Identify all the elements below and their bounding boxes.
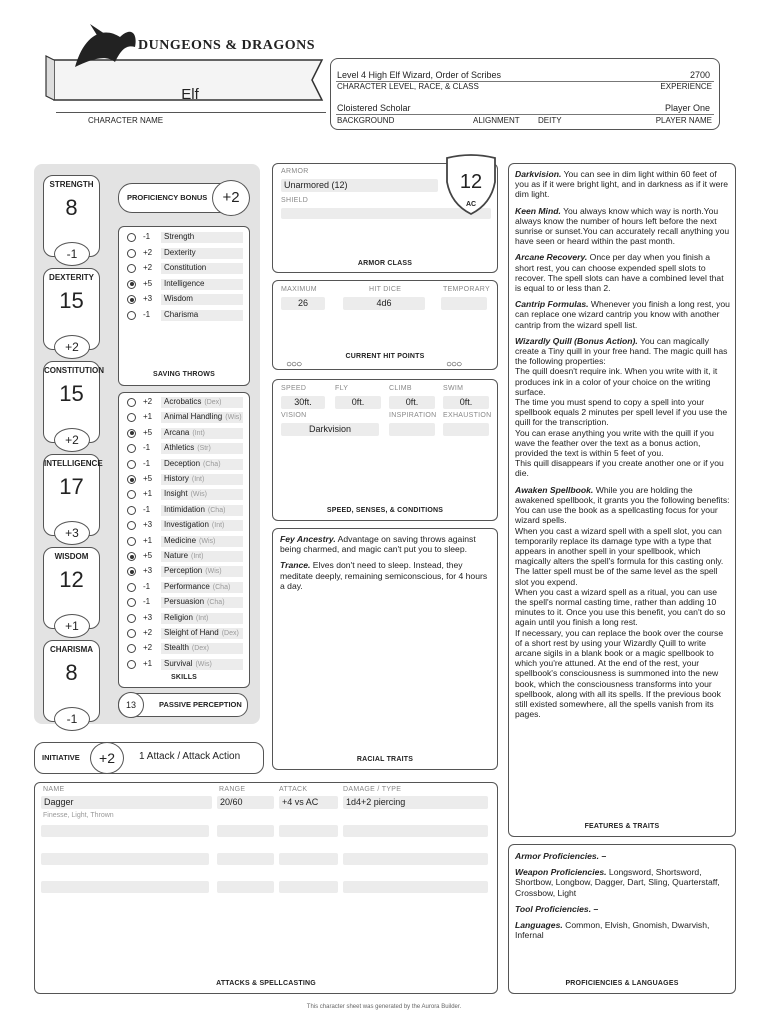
entry-title: Wizardly Quill (Bonus Action). [515,335,638,346]
save-row[interactable] [125,262,243,275]
ability-modifier: +3 [54,521,90,545]
skill-name: Acrobatics [164,397,202,406]
proficiencies-entry [515,904,730,914]
skill-ability: (Int) [191,476,205,483]
skill-ability: (Cha) [203,460,221,468]
skill-row[interactable] [125,504,243,517]
entry-title: Keen Mind. [515,205,561,216]
ability-intelligence[interactable] [43,454,103,540]
skill-proficiency-dot[interactable] [127,521,136,530]
skill-row[interactable] [125,473,243,486]
ability-charisma[interactable] [43,640,100,726]
save-name: Intelligence [164,278,205,288]
attack-row-empty-damage[interactable] [343,853,488,865]
skill-name: History [164,474,189,483]
skill-modifier: -1 [143,504,151,514]
save-row[interactable] [125,247,243,260]
features-entry [515,336,730,479]
speed-label: SPEED [281,385,307,392]
save-modifier: +3 [143,294,153,303]
character-name[interactable]: Elf [181,86,199,103]
skill-row[interactable] [125,458,243,471]
death-save-successes[interactable]: ○○○ [286,359,302,370]
skill-proficiency-dot[interactable] [127,460,136,469]
attack-bonus-header: ATTACK [279,786,308,793]
death-save-failures[interactable]: ○○○ [446,359,462,370]
entry-title: Darkvision. [515,169,562,179]
hit-points-box [272,280,498,370]
skill-name: Athletics [164,443,195,453]
racial-traits-title: RACIAL TRAITS [356,756,414,763]
skill-modifier: +5 [143,474,153,483]
passive-perception-value[interactable]: 13 [118,692,144,718]
skill-name: Performance [164,581,210,591]
entry-text: Once per day when you finish a short rest, you can choose expended spell slots to recover. The spell slots can have a combined level that is equal to or less than 2. [515,252,724,294]
skill-modifier: +2 [143,628,153,637]
skill-ability: (Str) [197,445,211,453]
inspiration-value[interactable] [389,423,435,436]
exhaustion-label: EXHAUSTION [443,412,492,419]
attack-damage-header: DAMAGE / TYPE [343,786,402,793]
entry-title: Armor Proficiencies. – [515,851,607,861]
attack-row-empty[interactable] [41,853,209,865]
skill-modifier: +3 [143,520,153,530]
ability-score[interactable]: 8 [65,660,78,685]
skill-row[interactable] [125,565,243,578]
entry-title: Trance. [280,560,311,571]
proficiencies-entry [515,920,730,940]
skill-name: Intimidation [164,504,205,514]
deity-label: DEITY [538,116,562,125]
proficiencies-box [508,844,736,994]
exhaustion-value[interactable] [443,423,489,436]
skill-row[interactable] [125,396,243,409]
skill-name: Deception [164,458,201,468]
save-row[interactable] [125,293,243,306]
swim-label: SWIM [443,385,464,392]
skill-ability: (Int) [192,429,205,437]
features-entry [515,485,730,720]
skill-modifier: +2 [143,397,153,406]
save-row[interactable] [125,231,243,244]
swim-value[interactable]: 0ft. [443,396,489,409]
skill-name: Animal Handling [164,412,223,422]
skill-ability: (Cha) [207,506,226,514]
skill-row[interactable] [125,442,243,455]
dragon-logo-icon [70,22,140,72]
entry-text: You can see in dim light within 60 feet of you as if it were bright light, and in darkness as if it were dim light. [515,169,729,200]
skill-name: Nature [164,551,189,560]
passive-perception-label: PASSIVE PERCEPTION [159,700,242,709]
entry-title: Cantrip Formulas. [515,299,589,310]
skill-modifier: +1 [143,658,153,668]
shield-label: SHIELD [281,197,309,204]
skill-modifier: +5 [143,551,153,560]
hp-max-label: MAXIMUM [281,286,317,293]
skill-row[interactable] [125,427,243,440]
fly-label: FLY [335,385,349,392]
background[interactable]: Cloistered Scholar [337,103,411,113]
saving-throws-title: SAVING THROWS [153,371,215,378]
ability-name: WISDOM [54,552,89,561]
skill-proficiency-dot[interactable] [127,644,136,653]
skill-row[interactable] [125,642,243,655]
skill-ability: (Wis) [205,568,222,576]
initiative-label: INITIATIVE [42,753,80,762]
features-box [508,163,736,837]
hp-max-value[interactable]: 26 [281,297,325,310]
level-race-class-label: CHARACTER LEVEL, RACE, & CLASS [337,82,479,91]
skill-row[interactable] [125,550,243,563]
attack-row-empty-range[interactable] [217,825,274,837]
skill-modifier: -1 [143,597,151,607]
proficiencies-title: PROFICIENCIES & LANGUAGES [565,980,679,987]
skill-ability: (Dex) [191,645,210,653]
skill-proficiency-dot[interactable] [127,413,136,422]
skill-modifier: +3 [143,612,153,622]
entry-title: Arcane Recovery. [515,252,588,263]
skill-modifier: +1 [143,489,153,499]
speed-box [272,379,498,521]
skill-proficiency-dot[interactable] [127,490,136,499]
skill-modifier: +3 [143,566,153,576]
skill-proficiency-dot[interactable] [127,614,136,623]
ability-modifier: +1 [54,614,90,638]
features-title: FEATURES & TRAITS [584,823,660,830]
experience[interactable]: 2700 [689,70,710,80]
attack-row-empty-bonus[interactable] [279,853,338,865]
racial-traits-entry [280,560,490,591]
attack-row-empty-range[interactable] [217,853,274,865]
ability-modifier: -1 [54,242,90,266]
skill-proficiency-dot[interactable] [127,660,136,669]
ability-name: STRENGTH [49,180,94,189]
skill-row[interactable] [125,519,243,532]
vision-label: VISION [281,412,307,419]
save-name: Charisma [164,309,199,319]
attack-row-empty-bonus[interactable] [279,881,338,893]
attacks-per-action: 1 Attack / Attack Action [139,751,241,762]
skill-name: Perception [164,566,203,576]
skill-proficiency-dot[interactable] [127,506,136,515]
skill-name: Survival [164,658,193,668]
armor-class-title: ARMOR CLASS [357,260,413,267]
temp-hp-label: TEMPORARY [443,286,490,293]
save-modifier: -1 [143,309,151,319]
attack-row-empty-damage[interactable] [343,825,488,837]
hit-points-title: CURRENT HIT POINTS [345,353,425,360]
skill-row[interactable] [125,627,243,640]
ability-name: CHARISMA [49,645,94,654]
skills-title: SKILLS [170,674,198,681]
ability-name: INTELLIGENCE [44,459,103,468]
skill-name: Stealth [164,643,189,653]
skill-ability: (Int) [191,553,204,560]
proficiencies-entry [515,867,730,898]
skills-box [118,392,250,688]
attack-name[interactable]: Dagger [41,796,212,809]
save-proficiency-dot[interactable] [127,311,136,320]
entry-text: Advantage on saving throws against being charmed, and magic can't put you to sleep. [280,534,476,555]
skill-ability: (Dex) [204,399,222,406]
entry-text: Whenever you finish a long rest, you can replace one wizard cantrip you know with another cantrip from the wizard spell list. [515,299,730,330]
fly-value[interactable]: 0ft. [335,396,381,409]
features-entry [515,206,730,247]
ability-score[interactable]: 12 [59,567,84,592]
level-race-class[interactable]: Level 4 High Elf Wizard, Order of Scribes [337,70,502,80]
skill-name: Medicine [164,535,197,545]
footer-note: This character sheet was generated by the Aurora Builder. [306,1004,462,1010]
entry-text: Longsword, Shortsword, Shortbow, Longbow, Dagger, Dart, Sling, Quarterstaff, Crossbow, Light [515,867,720,898]
ability-modifier: +2 [54,335,90,359]
skill-modifier: -1 [143,458,151,468]
skill-ability: (Dex) [221,630,239,637]
attack-damage[interactable]: 1d4+2 piercing [343,796,488,809]
skill-proficiency-dot[interactable] [127,537,136,546]
proficiency-bonus-label: PROFICIENCY BONUS [127,193,208,202]
save-modifier: +2 [143,263,153,272]
skill-ability: (Wis) [190,491,207,499]
speed-value[interactable]: 30ft. [281,396,325,409]
ability-dexterity[interactable] [43,268,100,354]
save-row[interactable] [125,278,243,291]
skill-ability: (Int) [195,614,209,622]
temp-hp-value[interactable] [441,297,487,310]
ac-short-label: AC [465,201,477,208]
skill-modifier: -1 [143,443,151,453]
save-row[interactable] [125,309,243,322]
skill-row[interactable] [125,596,243,609]
save-name: Dexterity [164,247,196,257]
attack-row-empty[interactable] [41,825,209,837]
skill-ability: (Wis) [195,660,212,668]
alignment-label: ALIGNMENT [473,116,520,125]
save-modifier: +5 [143,278,153,288]
skill-row[interactable] [125,488,243,501]
skill-ability: (Int) [211,522,225,530]
entry-title: Awaken Spellbook. [515,484,594,495]
character-name-label: CHARACTER NAME [88,116,164,125]
save-proficiency-dot[interactable] [127,295,136,304]
racial-traits-entry [280,534,490,554]
skill-proficiency-dot[interactable] [127,598,136,607]
save-proficiency-dot[interactable] [127,280,136,289]
speed-title: SPEED, SENSES, & CONDITIONS [326,507,444,514]
attack-range[interactable]: 20/60 [217,796,274,809]
ability-modifier: +2 [54,428,90,452]
skill-proficiency-dot[interactable] [127,567,136,576]
entry-text: You always know which way is north.You always know the number of hours left before the next sunrise or sunset.You can accurately recall anything you have seen or heard within the past month. [515,205,730,247]
proficiencies-entry [515,851,730,861]
ability-strength[interactable] [43,175,100,261]
attack-row-empty-damage[interactable] [343,881,488,893]
skill-modifier: +5 [143,427,153,437]
skill-proficiency-dot[interactable] [127,444,136,453]
save-proficiency-dot[interactable] [127,264,136,273]
climb-value[interactable]: 0ft. [389,396,435,409]
player-name-label: PLAYER NAME [655,116,712,125]
save-proficiency-dot[interactable] [127,233,136,242]
skill-modifier: +1 [143,535,153,545]
ability-score[interactable]: 8 [65,195,78,220]
ability-score[interactable]: 15 [59,288,84,313]
features-entry [515,299,730,330]
entry-title: Fey Ancestry. [280,534,336,544]
climb-label: CLIMB [389,385,412,392]
skill-ability: (Cha) [212,583,231,591]
armor-label: ARMOR [281,168,309,175]
ability-score[interactable]: 15 [59,381,84,406]
ac-value[interactable]: 12 [459,171,483,193]
skill-ability: (Wis) [199,537,216,545]
attack-properties: Finesse, Light, Thrown [43,812,114,819]
player-name[interactable]: Player One [664,103,710,113]
background-label: BACKGROUND [337,116,395,125]
skill-name: Religion [164,612,193,622]
attack-row-empty[interactable] [41,881,209,893]
ability-constitution[interactable] [43,361,104,447]
attack-row-empty-bonus[interactable] [279,825,338,837]
skill-row[interactable] [125,658,243,671]
skill-name: Sleight of Hand [164,628,219,637]
save-name: Wisdom [164,294,193,303]
skill-ability: (Cha) [207,599,225,607]
entry-text: You can magically create a Tiny quill in your free hand. The magic quill has the following properties: The quill doesn't require ink. When you write with it, it produces ink in a color of your choice on the writing surface. The time you must spend to copy a spell into your spellbook equals 2 minutes per spell level if you use the quill for the transcription. You can erase anything you write with the quill if you wave the feather over the text as a bonus action, provided the text is within 5 feet of you. This quill disappears if you create another one or if you die. [515,335,728,479]
ability-name: DEXTERITY [49,273,94,282]
saving-throws-box [118,226,250,386]
skill-name: Arcana [164,427,190,437]
experience-label: EXPERIENCE [660,82,712,91]
entry-text: Common, Elvish, Gnomish, Dwarvish, Infernal [515,920,710,941]
entry-text: Elves don't need to sleep. Instead, they meditate deeply, remaining semiconscious, for 4 hours a day. [280,560,488,591]
save-modifier: +2 [143,247,153,257]
attack-name-header: NAME [43,786,65,793]
save-proficiency-dot[interactable] [127,249,136,258]
skill-name: Investigation [164,520,209,530]
skill-proficiency-dot[interactable] [127,398,136,407]
skill-modifier: +2 [143,643,153,653]
attacks-box [34,782,498,994]
features-entry [515,252,730,293]
entry-title: Tool Proficiencies. – [515,903,599,914]
entry-title: Weapon Proficiencies. [515,867,607,878]
skill-row[interactable] [125,535,243,548]
ability-score[interactable]: 17 [59,474,84,499]
skill-ability: (Wis) [225,414,242,422]
save-name: Constitution [164,263,207,272]
features-entry [515,169,730,200]
skill-name: Insight [164,489,188,499]
save-name: Strength [164,232,195,241]
racial-traits-box [272,528,498,770]
entry-title: Languages. [515,920,563,931]
inspiration-label: INSPIRATION [389,412,437,419]
armor-value[interactable]: Unarmored (12) [281,179,438,192]
skill-proficiency-dot[interactable] [127,583,136,592]
attacks-title: ATTACKS & SPELLCASTING [216,980,316,987]
save-modifier: -1 [143,232,151,241]
skill-proficiency-dot[interactable] [127,475,136,484]
initiative-box [34,742,264,774]
skill-proficiency-dot[interactable] [127,629,136,638]
attack-range-header: RANGE [219,786,246,793]
skill-proficiency-dot[interactable] [127,552,136,561]
initiative-value[interactable]: +2 [90,742,124,774]
skill-row[interactable] [125,581,243,594]
skill-row[interactable] [125,612,243,625]
ability-wisdom[interactable] [43,547,100,633]
attack-bonus[interactable]: +4 vs AC [279,796,338,809]
skill-name: Persuasion [164,597,205,607]
skill-modifier: +1 [143,412,153,422]
ability-name: CONSTITUTION [44,366,104,375]
skill-row[interactable] [125,411,243,424]
entry-text: While you are holding the awakened spellbook, it grants you the following benefits: You can use the book as a spellcasting focus for your wizard spells. When you cast a wizard spell with a spell slot, you can temporarily replace its damage type with a type that appears in another spell in your spellbook, which magically alters the spell's formula for this casting only. The latter spell must be of the same level as the spell slot you expend. When you cast a wizard spell as a ritual, you can use the spell's normal casting time, rather than adding 10 minutes to it. Once you use this benefit, you can't do so again until you finish a long rest. If necessary, you can replace the book over the course of a short rest by using your Wizardly Quill to write arcane sigils in a blank book or a magic spellbook to which you're attuned. At the end of the rest, your spellbook's consciousness is summoned into the new book, which the consciousness transforms into your spellbook, along with all its spells. If the previous book still existed somewhere, all the spells vanish from its pages. [515,484,730,720]
skill-modifier: -1 [143,581,151,591]
hit-dice-label: HIT DICE [369,286,402,293]
proficiency-bonus-value[interactable]: +2 [212,180,250,216]
logo-text: DUNGEONS & DRAGONS [138,38,316,53]
vision-value[interactable]: Darkvision [281,423,379,436]
ability-modifier: -1 [54,707,90,731]
attack-row-empty-range[interactable] [217,881,274,893]
hit-dice-value[interactable]: 4d6 [343,297,425,310]
skill-proficiency-dot[interactable] [127,429,136,438]
